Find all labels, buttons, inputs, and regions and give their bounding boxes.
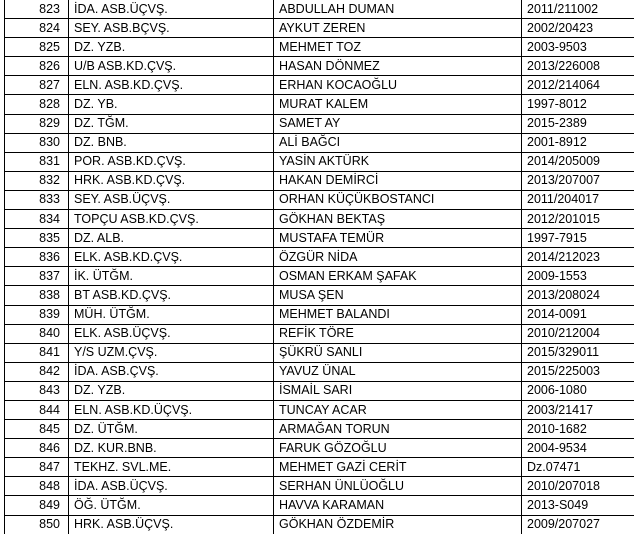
registry-number-cell: 2013-S049 xyxy=(522,496,635,515)
row-number-cell: 837 xyxy=(5,267,69,286)
rank-cell: SEY. ASB.ÜÇVŞ. xyxy=(69,190,274,209)
registry-number-cell: 2015/225003 xyxy=(522,362,635,381)
table-row xyxy=(5,57,635,76)
row-number-cell: 824 xyxy=(5,19,69,38)
row-number-cell: 845 xyxy=(5,420,69,439)
row-number-cell: 825 xyxy=(5,38,69,57)
registry-number-cell: 2014/205009 xyxy=(522,152,635,171)
table-row xyxy=(5,400,635,419)
registry-number-cell: 2002/20423 xyxy=(522,19,635,38)
table-row xyxy=(5,267,635,286)
registry-number-cell: 2011/211002 xyxy=(522,0,635,19)
name-cell: GÖKHAN BEKTAŞ xyxy=(274,210,522,229)
registry-number-cell: 2012/201015 xyxy=(522,210,635,229)
name-cell: HAKAN DEMİRCİ xyxy=(274,171,522,190)
registry-number-cell: 2014/212023 xyxy=(522,248,635,267)
name-cell: MUSA ŞEN xyxy=(274,286,522,305)
rank-cell: MÜH. ÜTĞM. xyxy=(69,305,274,324)
name-cell: ORHAN KÜÇÜKBOSTANCI xyxy=(274,190,522,209)
name-cell: OSMAN ERKAM ŞAFAK xyxy=(274,267,522,286)
rank-cell: ELN. ASB.KD.ÇVŞ. xyxy=(69,76,274,95)
table-row xyxy=(5,19,635,38)
name-cell: ARMAĞAN TORUN xyxy=(274,420,522,439)
row-number-cell: 847 xyxy=(5,458,69,477)
row-number-cell: 850 xyxy=(5,515,69,534)
table-row xyxy=(5,515,635,534)
rank-cell: BT ASB.KD.ÇVŞ. xyxy=(69,286,274,305)
rank-cell: İDA. ASB.ÜÇVŞ. xyxy=(69,0,274,19)
registry-number-cell: 2009/207027 xyxy=(522,515,635,534)
registry-number-cell: 2013/208024 xyxy=(522,286,635,305)
registry-number-cell: 2010/212004 xyxy=(522,324,635,343)
name-cell: TUNCAY ACAR xyxy=(274,400,522,419)
row-number-cell: 833 xyxy=(5,190,69,209)
registry-number-cell: 2014-0091 xyxy=(522,305,635,324)
rank-cell: DZ. YZB. xyxy=(69,381,274,400)
table-row xyxy=(5,248,635,267)
personnel-table xyxy=(4,0,634,534)
table-row xyxy=(5,477,635,496)
table-row xyxy=(5,420,635,439)
row-number-cell: 841 xyxy=(5,343,69,362)
table-row xyxy=(5,496,635,515)
table-row xyxy=(5,305,635,324)
name-cell: MEHMET BALANDI xyxy=(274,305,522,324)
registry-number-cell: 2015-2389 xyxy=(522,114,635,133)
row-number-cell: 823 xyxy=(5,0,69,19)
rank-cell: DZ. ÜTĞM. xyxy=(69,420,274,439)
row-number-cell: 848 xyxy=(5,477,69,496)
table-row xyxy=(5,76,635,95)
name-cell: HAVVA KARAMAN xyxy=(274,496,522,515)
registry-number-cell: 2003/21417 xyxy=(522,400,635,419)
table-row xyxy=(5,171,635,190)
name-cell: İSMAİL SARI xyxy=(274,381,522,400)
name-cell: ÖZGÜR NİDA xyxy=(274,248,522,267)
table-row xyxy=(5,229,635,248)
rank-cell: DZ. YB. xyxy=(69,95,274,114)
rank-cell: DZ. YZB. xyxy=(69,38,274,57)
rank-cell: POR. ASB.KD.ÇVŞ. xyxy=(69,152,274,171)
rank-cell: DZ. BNB. xyxy=(69,133,274,152)
rank-cell: TOPÇU ASB.KD.ÇVŞ. xyxy=(69,210,274,229)
name-cell: MUSTAFA TEMÜR xyxy=(274,229,522,248)
name-cell: YASİN AKTÜRK xyxy=(274,152,522,171)
row-number-cell: 831 xyxy=(5,152,69,171)
rank-cell: ELN. ASB.KD.ÜÇVŞ. xyxy=(69,400,274,419)
row-number-cell: 844 xyxy=(5,400,69,419)
table-row xyxy=(5,95,635,114)
rank-cell: DZ. TĞM. xyxy=(69,114,274,133)
row-number-cell: 827 xyxy=(5,76,69,95)
registry-number-cell: 2004-9534 xyxy=(522,439,635,458)
row-number-cell: 835 xyxy=(5,229,69,248)
registry-number-cell: 1997-8012 xyxy=(522,95,635,114)
registry-number-cell: 2006-1080 xyxy=(522,381,635,400)
row-number-cell: 839 xyxy=(5,305,69,324)
table-row xyxy=(5,439,635,458)
registry-number-cell: Dz.07471 xyxy=(522,458,635,477)
name-cell: ABDULLAH DUMAN xyxy=(274,0,522,19)
row-number-cell: 830 xyxy=(5,133,69,152)
row-number-cell: 829 xyxy=(5,114,69,133)
rank-cell: DZ. KUR.BNB. xyxy=(69,439,274,458)
name-cell: HASAN DÖNMEZ xyxy=(274,57,522,76)
row-number-cell: 846 xyxy=(5,439,69,458)
row-number-cell: 836 xyxy=(5,248,69,267)
name-cell: SERHAN ÜNLÜOĞLU xyxy=(274,477,522,496)
table-row xyxy=(5,114,635,133)
registry-number-cell: 2001-8912 xyxy=(522,133,635,152)
table-row xyxy=(5,190,635,209)
row-number-cell: 826 xyxy=(5,57,69,76)
rank-cell: İK. ÜTĞM. xyxy=(69,267,274,286)
name-cell: REFİK TÖRE xyxy=(274,324,522,343)
row-number-cell: 842 xyxy=(5,362,69,381)
name-cell: FARUK GÖZOĞLU xyxy=(274,439,522,458)
rank-cell: HRK. ASB.KD.ÇVŞ. xyxy=(69,171,274,190)
row-number-cell: 849 xyxy=(5,496,69,515)
name-cell: ERHAN KOCAOĞLU xyxy=(274,76,522,95)
registry-number-cell: 2013/226008 xyxy=(522,57,635,76)
row-number-cell: 834 xyxy=(5,210,69,229)
table-row xyxy=(5,324,635,343)
rank-cell: İDA. ASB.ÜÇVŞ. xyxy=(69,477,274,496)
row-number-cell: 840 xyxy=(5,324,69,343)
registry-number-cell: 2015/329011 xyxy=(522,343,635,362)
table-body xyxy=(5,0,635,534)
table-row xyxy=(5,286,635,305)
registry-number-cell: 2012/214064 xyxy=(522,76,635,95)
registry-number-cell: 2003-9503 xyxy=(522,38,635,57)
name-cell: SAMET AY xyxy=(274,114,522,133)
registry-number-cell: 1997-7915 xyxy=(522,229,635,248)
table-row xyxy=(5,0,635,19)
rank-cell: TEKHZ. SVL.ME. xyxy=(69,458,274,477)
row-number-cell: 838 xyxy=(5,286,69,305)
registry-number-cell: 2013/207007 xyxy=(522,171,635,190)
rank-cell: DZ. ALB. xyxy=(69,229,274,248)
rank-cell: ELK. ASB.ÜÇVŞ. xyxy=(69,324,274,343)
rank-cell: Y/S UZM.ÇVŞ. xyxy=(69,343,274,362)
table-row xyxy=(5,458,635,477)
registry-number-cell: 2011/204017 xyxy=(522,190,635,209)
rank-cell: ELK. ASB.KD.ÇVŞ. xyxy=(69,248,274,267)
document-page xyxy=(4,0,634,534)
table-row xyxy=(5,38,635,57)
rank-cell: HRK. ASB.ÜÇVŞ. xyxy=(69,515,274,534)
rank-cell: ÖĞ. ÜTĞM. xyxy=(69,496,274,515)
name-cell: ALİ BAĞCI xyxy=(274,133,522,152)
table-row xyxy=(5,152,635,171)
registry-number-cell: 2010/207018 xyxy=(522,477,635,496)
name-cell: YAVUZ ÜNAL xyxy=(274,362,522,381)
name-cell: AYKUT ZEREN xyxy=(274,19,522,38)
rank-cell: SEY. ASB.BÇVŞ. xyxy=(69,19,274,38)
table-row xyxy=(5,362,635,381)
table-row xyxy=(5,133,635,152)
registry-number-cell: 2010-1682 xyxy=(522,420,635,439)
name-cell: ŞÜKRÜ SANLI xyxy=(274,343,522,362)
name-cell: MURAT KALEM xyxy=(274,95,522,114)
row-number-cell: 843 xyxy=(5,381,69,400)
table-row xyxy=(5,343,635,362)
name-cell: MEHMET GAZİ CERİT xyxy=(274,458,522,477)
name-cell: MEHMET TOZ xyxy=(274,38,522,57)
registry-number-cell: 2009-1553 xyxy=(522,267,635,286)
row-number-cell: 828 xyxy=(5,95,69,114)
table-row xyxy=(5,210,635,229)
row-number-cell: 832 xyxy=(5,171,69,190)
rank-cell: İDA. ASB.ÇVŞ. xyxy=(69,362,274,381)
name-cell: GÖKHAN ÖZDEMİR xyxy=(274,515,522,534)
rank-cell: U/B ASB.KD.ÇVŞ. xyxy=(69,57,274,76)
table-row xyxy=(5,381,635,400)
